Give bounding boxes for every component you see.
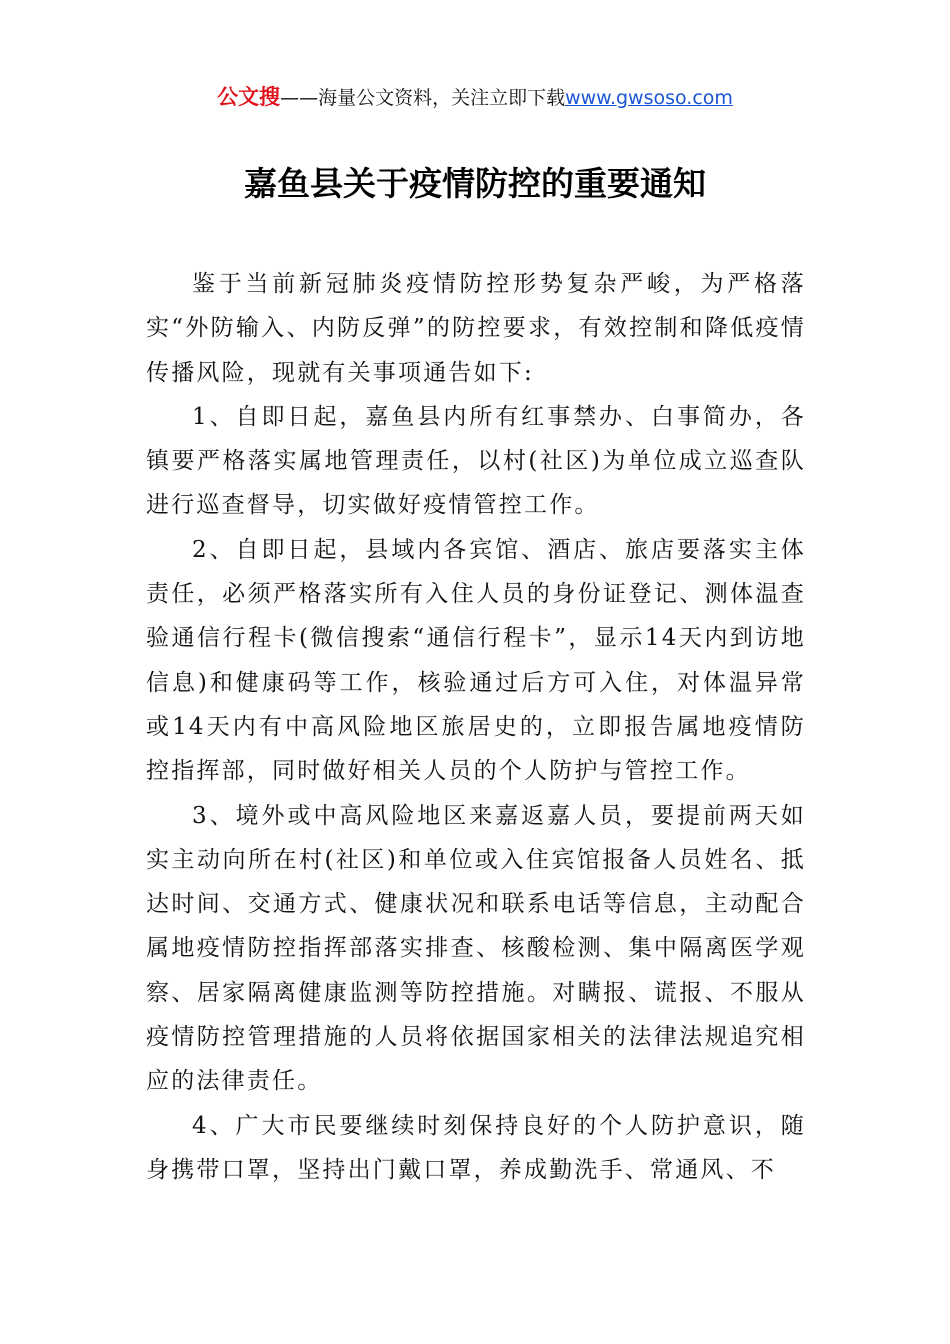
website-link[interactable]: www.gwsoso.com <box>565 87 733 109</box>
paragraph-item-4: 4、广大市民要继续时刻保持良好的个人防护意识，随身携带口罩，坚持出门戴口罩，养成勤洗手、常通风、不 <box>146 1112 806 1183</box>
paragraph-item-1: 1、自即日起，嘉鱼县内所有红事禁办、白事简办，各镇要严格落实属地管理责任，以村(社区)为单位成立巡查队进行巡查督导，切实做好疫情管控工作。 <box>146 403 806 519</box>
brand-name: 公文搜 <box>217 85 281 109</box>
document-body <box>146 262 806 1192</box>
page-header <box>0 84 950 111</box>
paragraph-item-3: 3、境外或中高风险地区来嘉返嘉人员，要提前两天如实主动向所在村(社区)和单位或入住宾馆报备人员姓名、抵达时间、交通方式、健康状况和联系电话等信息，主动配合属地疫情防控指挥部落实排查、核酸检测、集中隔离医学观察、居家隔离健康监测等防控措施。对瞒报、谎报、不服从疫情防控管理措施的人员将依据国家相关的法律法规追究相应的法律责任。 <box>146 802 806 1095</box>
paragraph-item-2: 2、自即日起，县域内各宾馆、酒店、旅店要落实主体责任，必须严格落实所有入住人员的身份证登记、测体温查验通信行程卡(微信搜索“通信行程卡”，显示14天内到访地信息)和健康码等工作，核验通过后方可入住，对体温异常或14天内有中高风险地区旅居史的，立即报告属地疫情防控指挥部，同时做好相关人员的个人防护与管控工作。 <box>146 536 806 785</box>
document-title: 嘉鱼县关于疫情防控的重要通知 <box>244 164 706 203</box>
header-tagline: ——海量公文资料，关注立即下载 <box>280 87 566 109</box>
paragraph-intro: 鉴于当前新冠肺炎疫情防控形势复杂严峻，为严格落实“外防输入、内防反弹”的防控要求，有效控制和降低疫情传播风险，现就有关事项通告如下: <box>146 271 806 386</box>
